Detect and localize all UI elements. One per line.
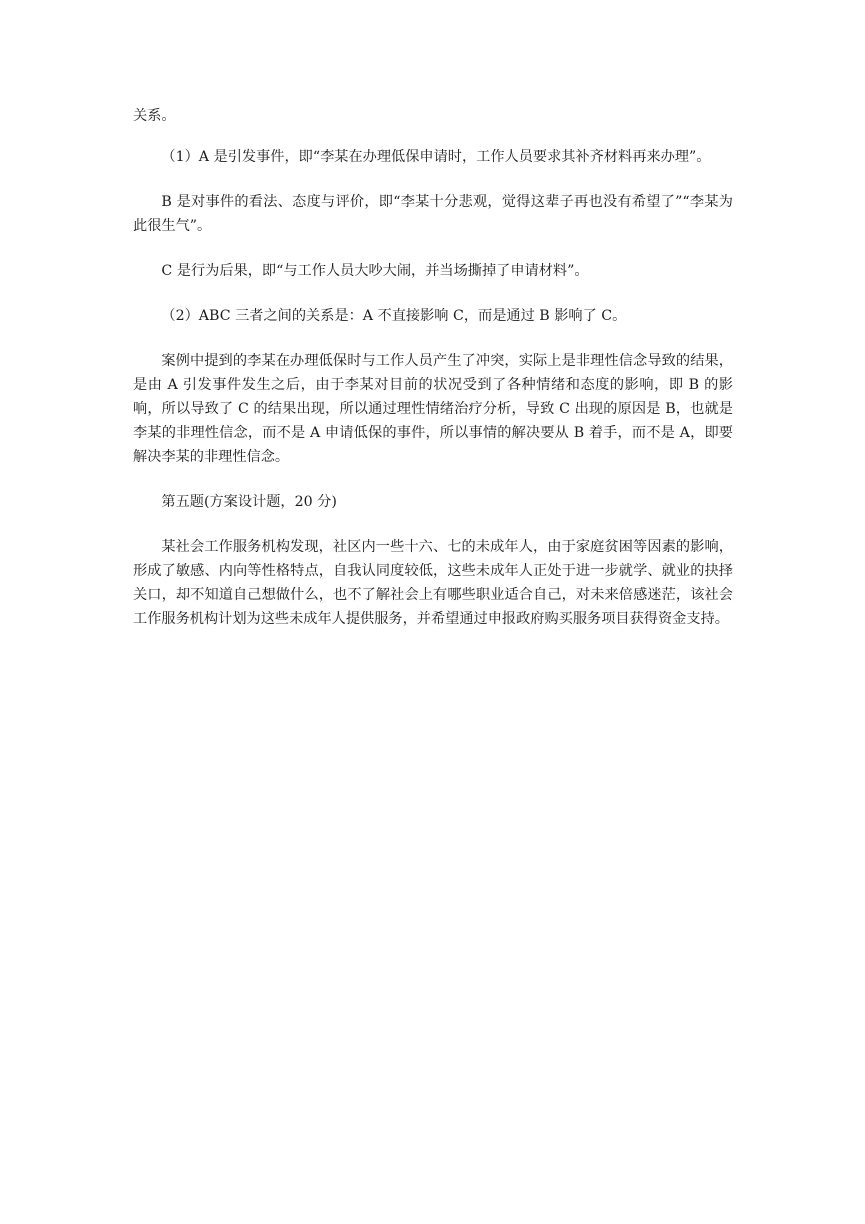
paragraph-question-five-case: 某社会工作服务机构发现，社区内一些十六、七的未成年人，由于家庭贫困等因素的影响，形成了敏感、内向等性格特点，自我认同度较低，这些未成年人正处于进一步就学、就业的抉择关口，却不知道自己想做什么，也不了解社会上有哪些职业适合自己，对未来倍感迷茫，该社会工作服务机构计划为这些未成年人提供服务，并希望通过申报政府购买服务项目获得资金支持。	[133, 539, 733, 627]
paragraph-abc-relation: （2）ABC 三者之间的关系是：A 不直接影响 C，而是通过 B 影响了 C。	[161, 308, 627, 324]
paragraph-abc-a: （1）A 是引发事件，即“李某在办理低保申请时，工作人员要求其补齐材料再来办理”。	[161, 149, 711, 165]
section-heading-question-five: 第五题(方案设计题，20 分)	[161, 494, 337, 510]
paragraph-case-analysis: 案例中提到的李某在办理低保时与工作人员产生了冲突，实际上是非理性信念导致的结果，是由 A 引发事件发生之后，由于李某对目前的状况受到了各种情绪和态度的影响，即 B 的影响，所以导致了 C 的结果出现，所以通过理性情绪治疗分析，导致 C 出现的原因是 B，也就是李某的非理性信念，而不是 A 申请低保的事件，所以事情的解决要从 B 着手，而不是 A，即要解决李某的非理性信念。	[133, 353, 733, 465]
document-body	[133, 104, 733, 652]
paragraph-abc-b: B 是对事件的看法、态度与评价，即“李某十分悲观，觉得这辈子再也没有希望了”“李某为此很生气”。	[133, 194, 733, 234]
paragraph-continuation: 关系。	[133, 108, 176, 124]
paragraph-abc-c: C 是行为后果，即“与工作人员大吵大闹，并当场撕掉了申请材料”。	[161, 263, 589, 279]
